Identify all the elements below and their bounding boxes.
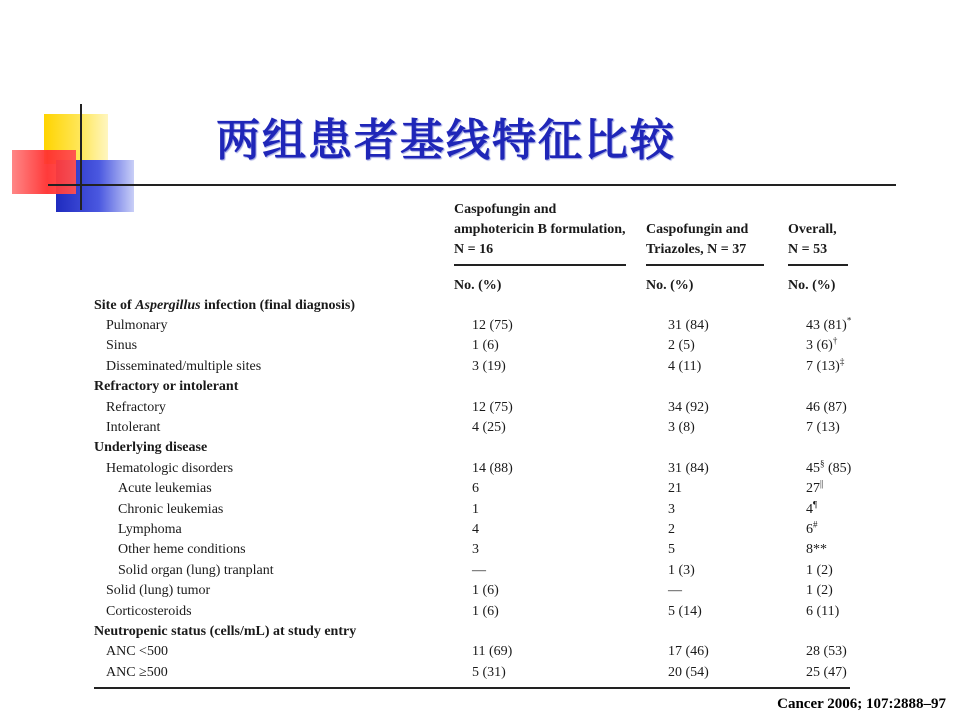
row-label: Refractory or intolerant [94,379,239,395]
cell-ampho: 12 (75) [472,318,513,333]
col-header-ampho-line1: Caspofungin and [454,202,557,217]
row-label: Solid organ (lung) tranplant [118,562,274,578]
col-header-ampho-line3: N = 16 [454,240,626,266]
decor-vertical-line [80,104,82,210]
cell-triazoles: — [668,583,682,599]
cell-triazoles: 3 (8) [668,420,695,435]
table-row [94,459,864,479]
cell-overall: 28 (53) [806,644,847,660]
cell-triazoles: 4 (11) [668,358,702,374]
cell-ampho: 3 [472,542,479,558]
cell-overall: 7 (13)‡ [806,356,845,374]
col-header-overall-line1: Overall, [788,222,837,237]
cell-ampho: 4 (25) [472,420,506,435]
col-header-overall [788,220,848,266]
cell-ampho: 1 (6) [472,338,499,354]
row-label: ANC <500 [106,644,168,660]
cell-ampho: 1 (6) [472,603,499,619]
cell-triazoles: 17 (46) [668,644,709,660]
table-row [94,479,864,499]
cell-overall: 6 (11) [806,603,840,619]
cell-ampho: 4 [472,522,479,537]
cell-triazoles: 3 [668,501,675,517]
cell-ampho: 6 [472,481,479,497]
section-row [94,622,864,642]
cell-overall: 1 (2) [806,583,833,599]
row-label: Disseminated/multiple sites [106,358,262,374]
no-pct-label-2: No. (%) [646,278,694,293]
decor-red-square [12,150,76,194]
cell-overall: 6# [806,519,818,537]
cell-triazoles: 5 [668,542,675,558]
slide-title: 两组患者基线特征比较 [216,115,676,166]
col-header-triazoles [646,220,764,266]
col-header-triazoles-line1: Caspofungin and [646,222,749,237]
section-row [94,438,864,458]
table-bottom-rule [94,687,850,689]
col-header-ampho [454,200,626,266]
table-row [94,357,864,377]
row-label: Intolerant [106,420,161,435]
table-row [94,561,864,581]
cell-overall: 7 (13) [806,420,840,435]
col-header-overall-line2: N = 53 [788,240,848,266]
cell-ampho: 5 (31) [472,664,506,680]
cell-overall: 8** [806,542,827,558]
table-row [94,336,864,356]
section-site-label: Site of Aspergillus infection (final diagnosis) [94,298,355,313]
row-label: Neutropenic status (cells/mL) at study entry [94,624,357,639]
cell-overall: 45§ (85) [806,458,852,476]
row-label: Underlying disease [94,440,208,456]
cell-overall: 46 (87) [806,399,847,415]
cell-triazoles: 31 (84) [668,318,709,333]
row-label: Acute leukemias [118,481,212,497]
citation: Cancer 2006; 107:2888–97 [777,696,946,712]
col-header-triazoles-line2: Triazoles, N = 37 [646,240,764,266]
cell-triazoles: 2 (5) [668,338,695,354]
cell-triazoles: 1 (3) [668,562,695,578]
row-label: Hematologic disorders [106,460,234,476]
cell-ampho: 1 (6) [472,583,499,599]
table-row [94,520,864,540]
cell-overall: 25 (47) [806,664,847,680]
row-label: Refractory [106,399,166,415]
title-rule [48,184,896,186]
row-label: Other heme conditions [118,542,246,558]
table-row [94,316,864,336]
cell-overall: 4¶ [806,498,818,517]
cell-ampho: 14 (88) [472,460,513,476]
cell-ampho: 1 [472,501,479,517]
cell-ampho: 11 (69) [472,644,513,660]
table-row [94,642,864,662]
cell-triazoles: 20 (54) [668,664,709,680]
row-label: Pulmonary [106,318,168,333]
table-row [94,602,864,622]
row-label: Lymphoma [118,522,182,537]
cell-triazoles: 5 (14) [668,603,702,619]
row-label: Solid (lung) tumor [106,583,211,599]
cell-triazoles: 21 [668,481,682,497]
cell-triazoles: 31 (84) [668,460,709,476]
cell-overall: 1 (2) [806,562,833,578]
no-pct-label-3: No. (%) [788,278,836,293]
no-pct-label-1: No. (%) [454,278,502,293]
row-label: Sinus [106,338,138,354]
cell-ampho: 3 (19) [472,358,506,374]
cell-overall: 27|| [806,478,824,497]
section-row [94,377,864,397]
table-row [94,418,864,438]
cell-overall: 3 (6)† [806,335,838,354]
row-label: Chronic leukemias [118,501,224,517]
cell-triazoles: 34 (92) [668,399,709,415]
table-row [94,500,864,520]
table-row [94,398,864,418]
section-site [94,296,864,316]
cell-ampho: 12 (75) [472,399,513,415]
table-row [94,663,864,683]
row-label: ANC ≥500 [106,664,168,680]
cell-triazoles: 2 [668,522,675,537]
table-row [94,581,864,601]
table-row [94,540,864,560]
cell-ampho: — [472,562,486,578]
col-header-ampho-line2: amphotericin B formulation, [454,222,626,237]
row-label: Corticosteroids [106,603,192,619]
cell-overall: 43 (81)* [806,315,852,333]
